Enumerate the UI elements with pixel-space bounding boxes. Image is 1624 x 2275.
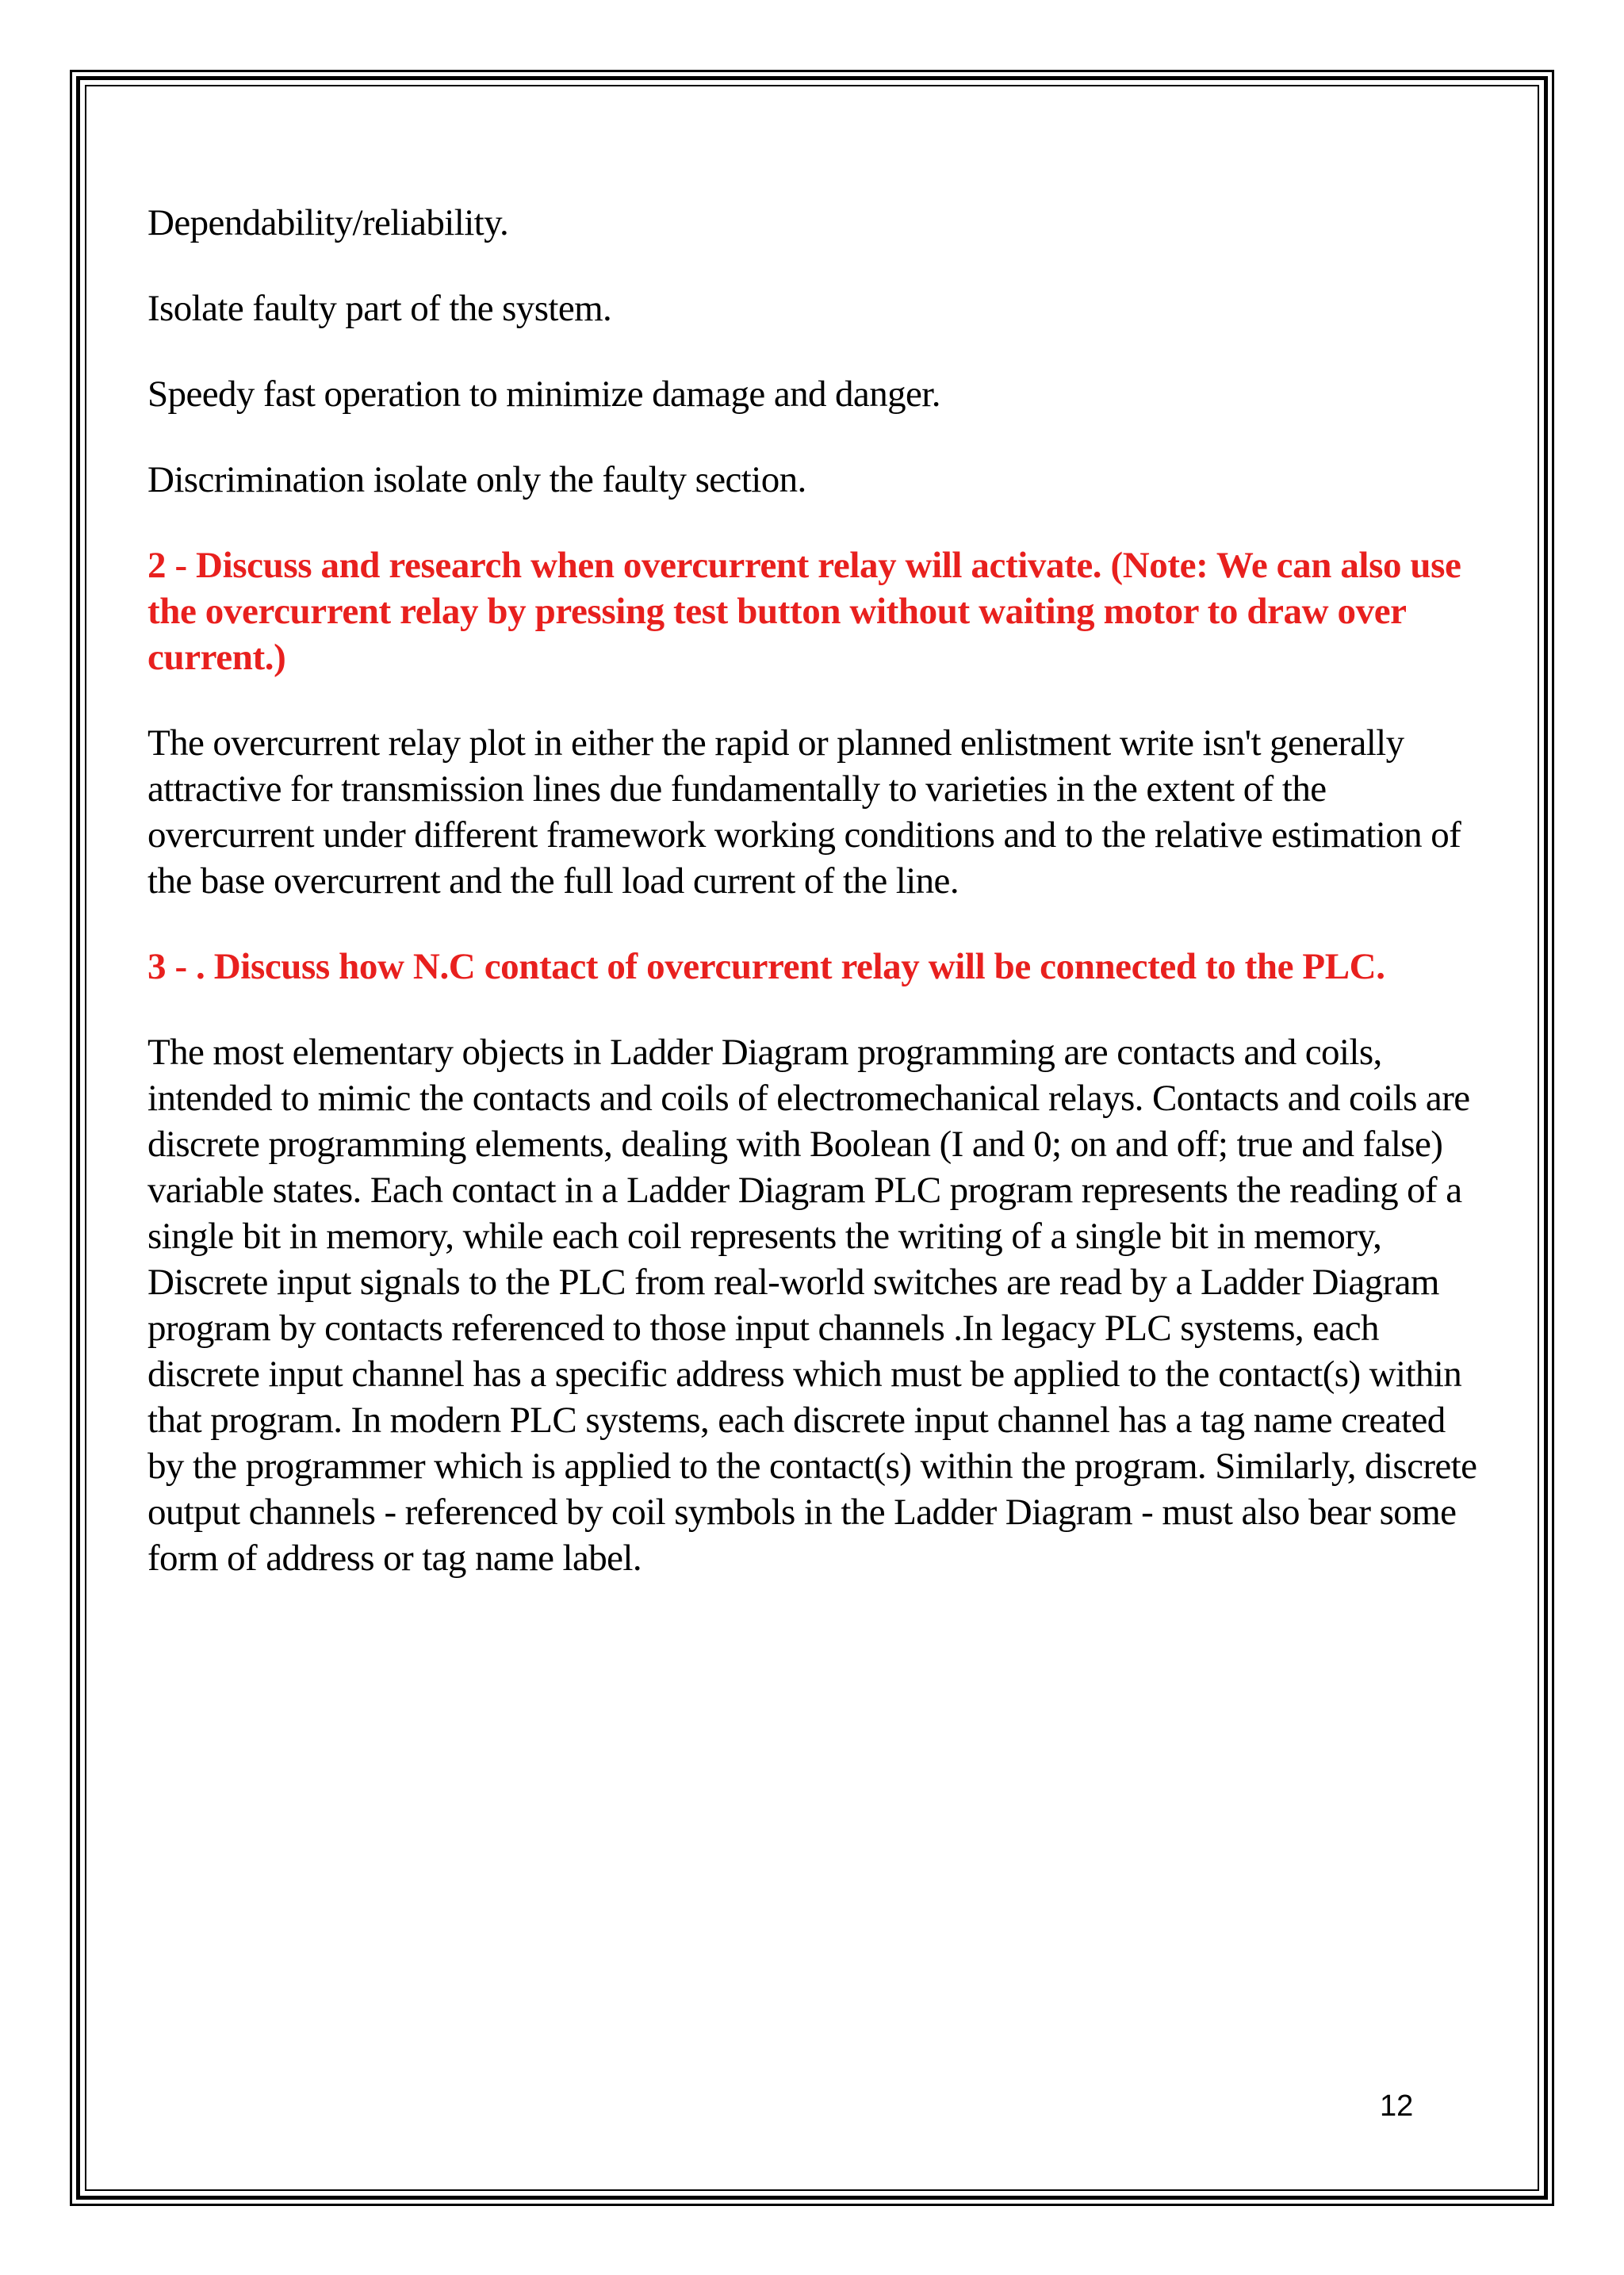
line-discrimination: Discrimination isolate only the faulty section.	[147, 459, 806, 500]
line-isolate-faulty: Isolate faulty part of the system.	[147, 288, 612, 329]
section-2-body: The overcurrent relay plot in either the rapid or planned enlistment write isn't generally attractive for transmission lines due fundamentally to varieties in the extent of the overcurrent under different framework working conditions and to the relative estimation of the base overcurrent and the full load current of the line.	[147, 722, 1461, 902]
document-body	[147, 200, 1480, 1621]
page-number: 12	[1380, 2089, 1414, 2123]
section-3-body: The most elementary objects in Ladder Diagram programming are contacts and coils, intended to mimic the contacts and coils of electromechanical relays. Contacts and coils are discrete programming elements, dealing with Boolean (I and 0; on and off; true and false) variable states. Each contact in a Ladder Diagram PLC program represents the reading of a single bit in memory, while each coil represents the writing of a single bit in memory, Discrete input signals to the PLC from real-world switches are read by a Ladder Diagram program by contacts referenced to those input channels .In legacy PLC systems, each discrete input channel has a specific address which must be applied to the contact(s) within that program. In modern PLC systems, each discrete input channel has a tag name created by the programmer which is applied to the contact(s) within the program. Similarly, discrete output channels - referenced by coil symbols in the Ladder Diagram - must also bear some form of address or tag name label.	[147, 1032, 1477, 1579]
section-3-heading: 3 - . Discuss how N.C contact of overcurrent relay will be connected to the PLC.	[147, 946, 1385, 987]
line-speedy-operation: Speedy fast operation to minimize damage and danger.	[147, 373, 940, 415]
line-dependability: Dependability/reliability.	[147, 202, 509, 243]
section-2-heading: 2 - Discuss and research when overcurrent relay will activate. (Note: We can also use the overcurrent relay by pressing test button without waiting motor to draw over current.)	[147, 545, 1461, 678]
